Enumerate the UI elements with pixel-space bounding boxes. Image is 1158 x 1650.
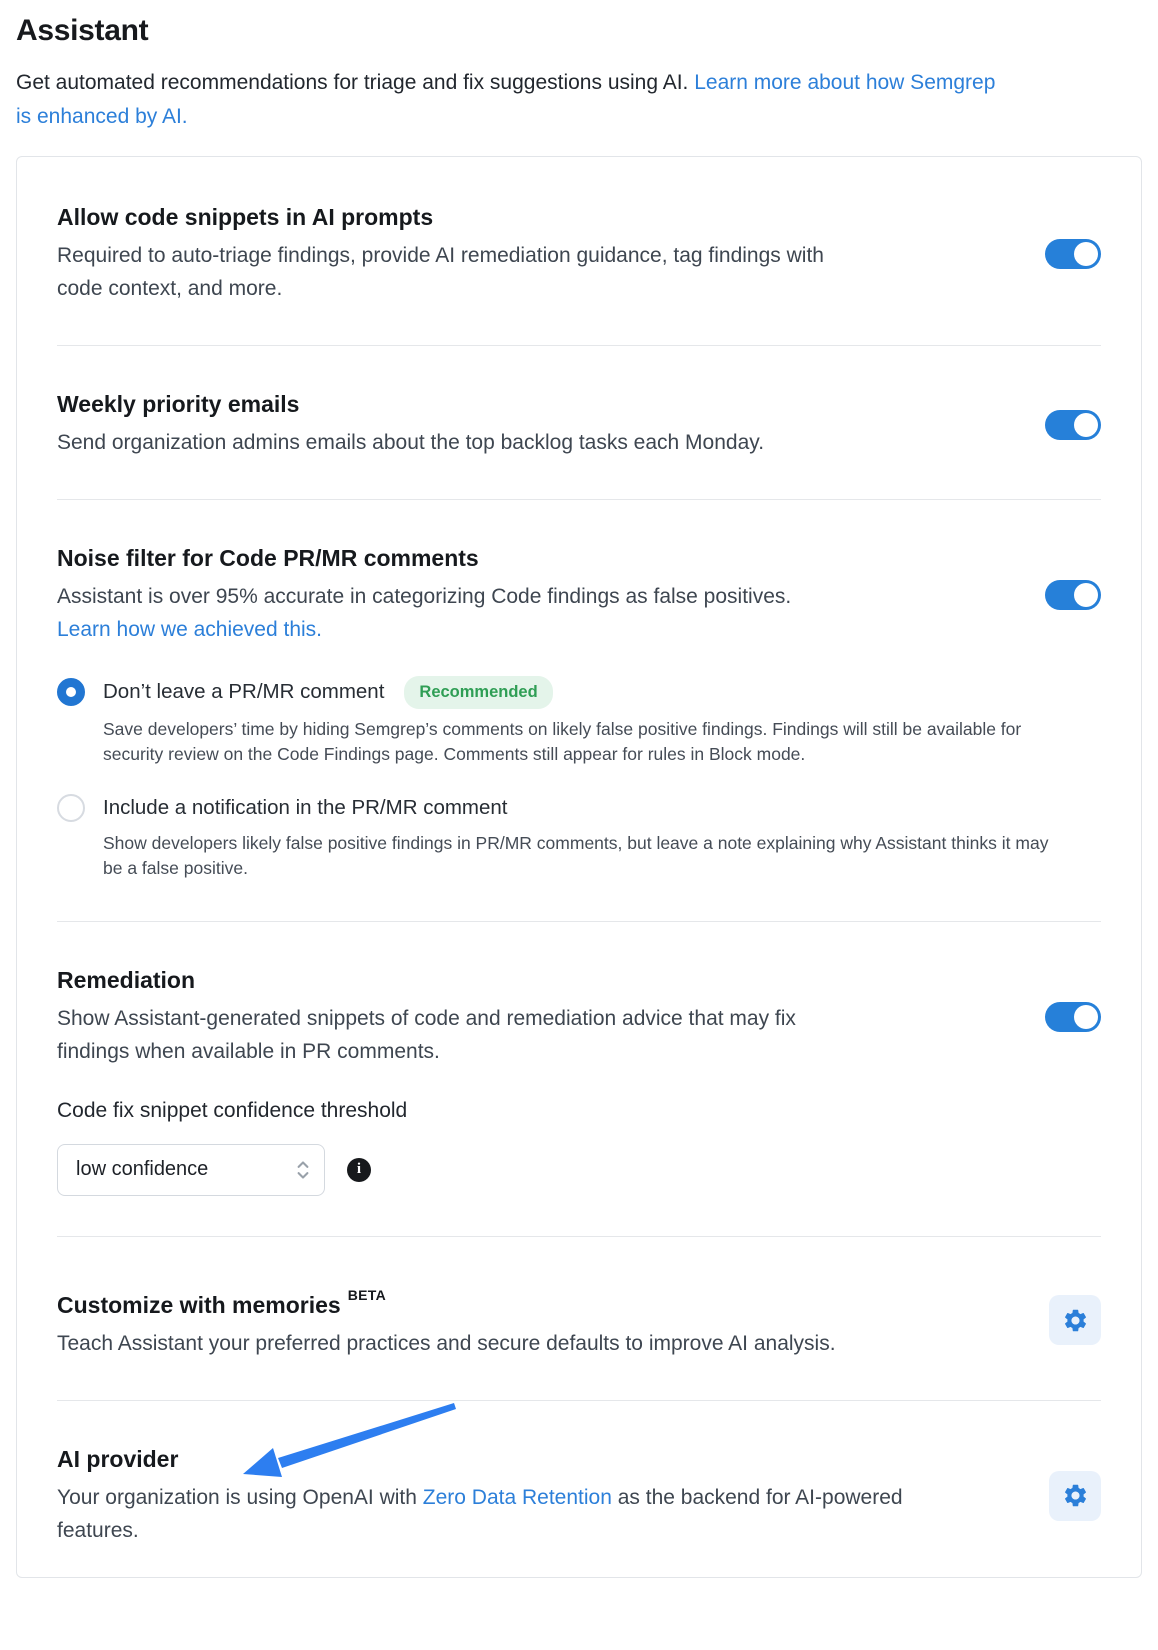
description-suffix: as the backend for AI-powered features. (57, 1485, 903, 1542)
learn-more-link[interactable]: Learn more about how Semgrep is enhanced by AI. (16, 71, 996, 128)
section-ai-provider (57, 1400, 1101, 1577)
option-no-comment (57, 676, 1101, 767)
confidence-select-value: low confidence (76, 1158, 209, 1180)
recommended-badge: Recommended (404, 676, 552, 709)
radio-label[interactable]: Don’t leave a PR/MR comment (103, 680, 385, 704)
option-include-notification (57, 793, 1101, 881)
section-description: Send organization admins emails about the top backlog tasks each Monday. (57, 431, 765, 454)
section-description: Show Assistant-generated snippets of code and remediation advice that may fix findings when available in PR comments. (57, 1006, 796, 1063)
section-description: Teach Assistant your preferred practices and secure defaults to improve AI analysis. (57, 1331, 836, 1355)
page-intro (16, 66, 1011, 134)
section-memories (57, 1236, 1101, 1400)
info-icon[interactable]: i (347, 1158, 371, 1182)
noise-filter-toggle[interactable] (1045, 580, 1101, 610)
remediation-toggle[interactable] (1045, 1002, 1101, 1032)
toggle-knob-icon (1074, 413, 1098, 437)
section-code-snippets (57, 157, 1101, 345)
learn-how-link[interactable]: Learn how we achieved this. (57, 618, 322, 641)
section-title: Customize with memories (57, 1291, 341, 1318)
radio-description: Save developers’ time by hiding Semgrep’s comments on likely false positive findings. Findings will still be available for security review on the Code Findings page. Comments still appear for rules in Block mode. (103, 718, 1022, 764)
code-snippets-toggle[interactable] (1045, 239, 1101, 269)
section-title: Remediation (57, 966, 196, 993)
gear-icon (1062, 1482, 1089, 1509)
toggle-knob-icon (1074, 242, 1098, 266)
section-title: Noise filter for Code PR/MR comments (57, 545, 479, 571)
radio-label[interactable]: Include a notification in the PR/MR comment (103, 795, 508, 819)
noise-filter-options (57, 676, 1101, 881)
radio-button[interactable] (57, 678, 85, 706)
section-title: AI provider (57, 1445, 179, 1472)
section-title: Weekly priority emails (57, 391, 300, 417)
gear-icon (1062, 1307, 1089, 1334)
confidence-select[interactable] (57, 1144, 325, 1196)
zero-data-retention-link[interactable]: Zero Data Retention (422, 1485, 612, 1509)
section-noise-filter (57, 499, 1101, 921)
section-description: Assistant is over 95% accurate in categorizing Code findings as false positives. (57, 585, 792, 608)
section-title: Allow code snippets in AI prompts (57, 204, 434, 230)
weekly-emails-toggle[interactable] (1045, 410, 1101, 440)
section-remediation (57, 921, 1101, 1236)
settings-card (16, 156, 1142, 1578)
radio-button[interactable] (57, 794, 85, 822)
section-description: Required to auto-triage findings, provide AI remediation guidance, tag findings with code context, and more. (57, 244, 824, 300)
ai-provider-settings-button[interactable] (1049, 1471, 1101, 1521)
toggle-knob-icon (1074, 1005, 1098, 1029)
page-title: Assistant (16, 14, 149, 47)
intro-text: Get automated recommendations for triage and fix suggestions using AI. (16, 71, 695, 94)
threshold-label: Code fix snippet confidence threshold (57, 1098, 408, 1122)
radio-description: Show developers likely false positive findings in PR/MR comments, but leave a note explaining why Assistant thinks it may be a false positive. (103, 832, 1049, 878)
description-prefix: Your organization is using OpenAI with (57, 1485, 423, 1509)
toggle-knob-icon (1074, 583, 1098, 607)
updown-chevron-icon (294, 1159, 312, 1181)
section-weekly-emails (57, 345, 1101, 499)
beta-tag: BETA (347, 1286, 387, 1303)
section-description (57, 1481, 917, 1547)
memories-settings-button[interactable] (1049, 1295, 1101, 1345)
